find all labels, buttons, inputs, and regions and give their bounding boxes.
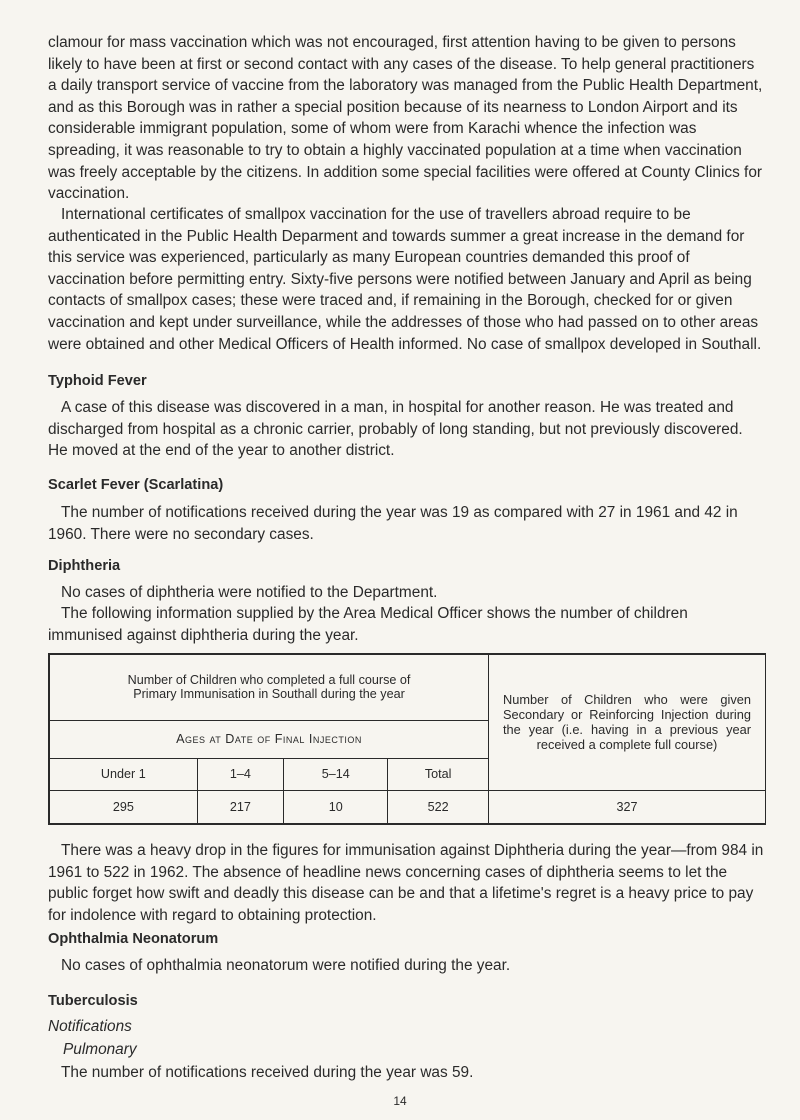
heading-tuberculosis: Tuberculosis — [48, 993, 138, 1009]
heading-ophthalmia: Ophthalmia Neonatorum — [48, 931, 219, 947]
cell-5-14: 10 — [284, 790, 388, 824]
cell-1-4: 217 — [197, 790, 283, 824]
paragraph-diphtheria-none: No cases of diphtheria were notified to the Department. — [61, 584, 438, 601]
heading-scarlet-fever: Scarlet Fever (Scarlatina) — [48, 477, 224, 493]
col-1-4: 1–4 — [197, 758, 283, 790]
cell-total: 522 — [388, 790, 489, 824]
heading-typhoid: Typhoid Fever — [48, 373, 147, 389]
paragraph-vaccination: clamour for mass vaccination which was not encouraged, first attention having to be given to persons likely to have been at first or second contact with any cases of the disease. To help general practitioners a daily transport service of vaccine from the laboratory was managed from the Public Health Department, and as this Borough was in rather a special position because of its nearness to London Airport and its considerable immigrant population, some of whom were from Karachi whence the infection was spreading, it was reasonable to try to obtain a highly vaccinated population at a time when vaccination was freely acceptable by the citizens. In addition some special facilities were offered at County Clinics for vaccination. — [48, 34, 763, 203]
col-under-1: Under 1 — [49, 758, 197, 790]
page-number: 14 — [393, 1094, 407, 1108]
subheading-notifications: Notifications — [48, 1018, 132, 1035]
paragraph-diphtheria-drop: There was a heavy drop in the figures for immunisation against Diphtheria during the year—from 984 in 1961 to 522 in 1962. The absence of headline news concerning cases of diphtheria seems to let the public forget how swift and deadly this disease can be and that a lifetime's regret is a heavy price to pay for indolence with regard to obtaining protection. — [48, 842, 764, 924]
immunisation-table — [48, 653, 766, 825]
col-5-14: 5–14 — [284, 758, 388, 790]
subheading-pulmonary: Pulmonary — [63, 1041, 137, 1058]
ages-header: Ages at Date of Final Injection — [49, 720, 489, 758]
paragraph-scarlet-fever: The number of notifications received during the year was 19 as compared with 27 in 1961 and 42 in 1960. There were no secondary cases. — [48, 504, 738, 543]
cell-secondary: 327 — [489, 790, 766, 824]
cell-under-1: 295 — [49, 790, 197, 824]
secondary-injection-header: Number of Children who were given Secondary or Reinforcing Injection during the year (i.e. having in a previous year received a complete full course) — [489, 654, 766, 790]
paragraph-tuberculosis: The number of notifications received during the year was 59. — [61, 1064, 474, 1081]
heading-diphtheria: Diphtheria — [48, 558, 121, 574]
paragraph-diphtheria-info: The following information supplied by the Area Medical Officer shows the number of children immunised against diphtheria during the year. — [48, 605, 688, 644]
paragraph-typhoid: A case of this disease was discovered in a man, in hospital for another reason. He was treated and discharged from hospital as a chronic carrier, probably of long standing, but not previously discovered. He moved at the end of the year to another district. — [48, 399, 743, 460]
primary-immunisation-header: Number of Children who completed a full course of Primary Immunisation in Southall during the year — [49, 654, 489, 720]
paragraph-ophthalmia: No cases of ophthalmia neonatorum were notified during the year. — [61, 957, 511, 974]
col-total: Total — [388, 758, 489, 790]
paragraph-certificates: International certificates of smallpox vaccination for the use of travellers abroad require to be authenticated in the Public Health Deparment and towards summer a great increase in the demand for this service was experienced, particularly as many European countries demanded this proof of vaccination before permitting entry. Sixty-five persons were notified between January and April as being contacts of smallpox cases; these were traced and, if remaining in the Borough, checked for or given vaccination and kept under surveillance, while the addresses of those who had passed on to other areas were obtained and other Medical Officers of Health informed. No case of smallpox developed in Southall. — [48, 206, 762, 353]
